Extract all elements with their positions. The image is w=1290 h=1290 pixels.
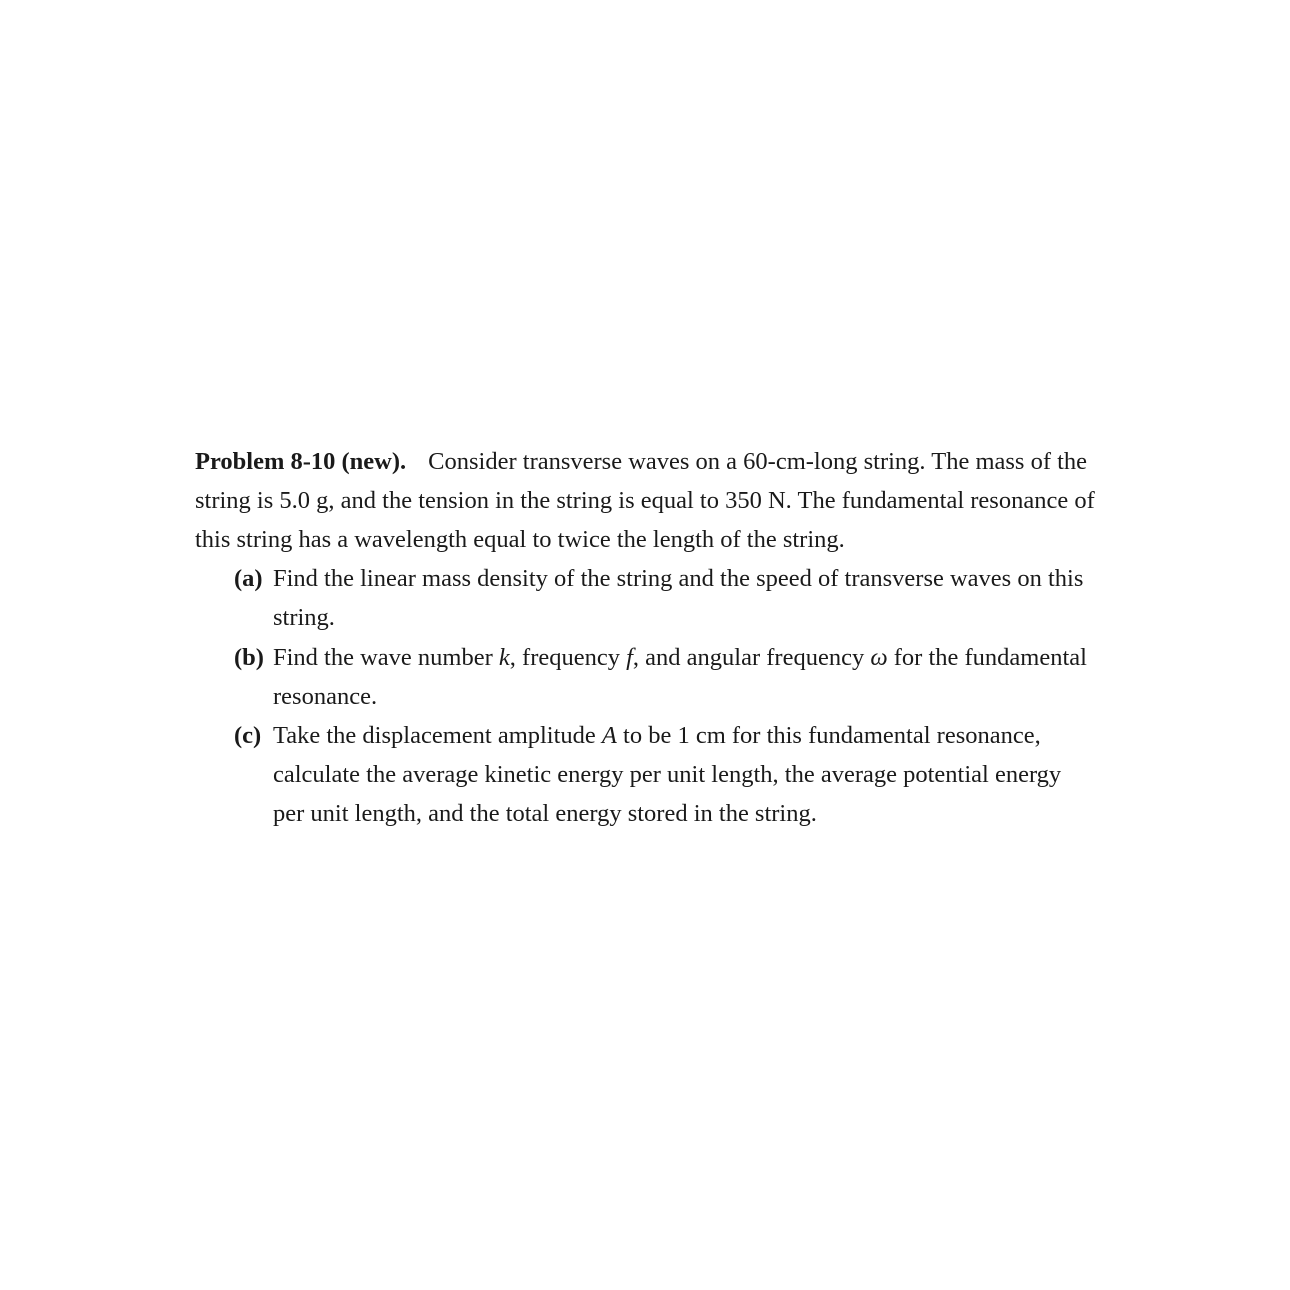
problem-parts-list [195, 559, 1095, 833]
part-c-text-2: to be 1 cm for this fundamental resonance, calculate the average kinetic energy per unit length, the average potential energy per unit length, and the total energy stored in the string. [273, 722, 1062, 827]
part-b-text-3: , and angular frequency [632, 644, 871, 671]
part-b [195, 638, 1095, 716]
part-c-text [273, 722, 1061, 827]
problem-statement [195, 442, 1095, 833]
frequency-symbol: f [626, 644, 633, 671]
part-b-text-1: Find the wave number [273, 644, 499, 671]
problem-title: Problem 8-10 (new). [195, 448, 407, 475]
part-c [195, 716, 1095, 833]
amplitude-symbol: A [601, 722, 617, 749]
part-b-text-4: for the fundamental resonance. [273, 644, 1087, 710]
part-a-label: (a) [234, 565, 263, 592]
part-a [195, 559, 1095, 637]
part-c-text-1: Take the displacement amplitude [273, 722, 602, 749]
part-b-label: (b) [234, 644, 264, 671]
part-b-text [273, 644, 1087, 710]
part-b-text-2: , frequency [509, 644, 627, 671]
problem-intro-text: Consider transverse waves on a 60-cm-long string. The mass of the string is 5.0 g, and the tension in the string is equal to 350 N. The fundamental resonance of this string has a wavelength equal to twice the length of the string. [195, 448, 1095, 553]
part-a-text: Find the linear mass density of the string and the speed of transverse waves on this string. [273, 565, 1084, 631]
angular-frequency-symbol: ω [870, 644, 888, 671]
part-c-label: (c) [234, 722, 262, 749]
problem-intro [195, 442, 1095, 559]
wave-number-symbol: k [498, 644, 510, 671]
